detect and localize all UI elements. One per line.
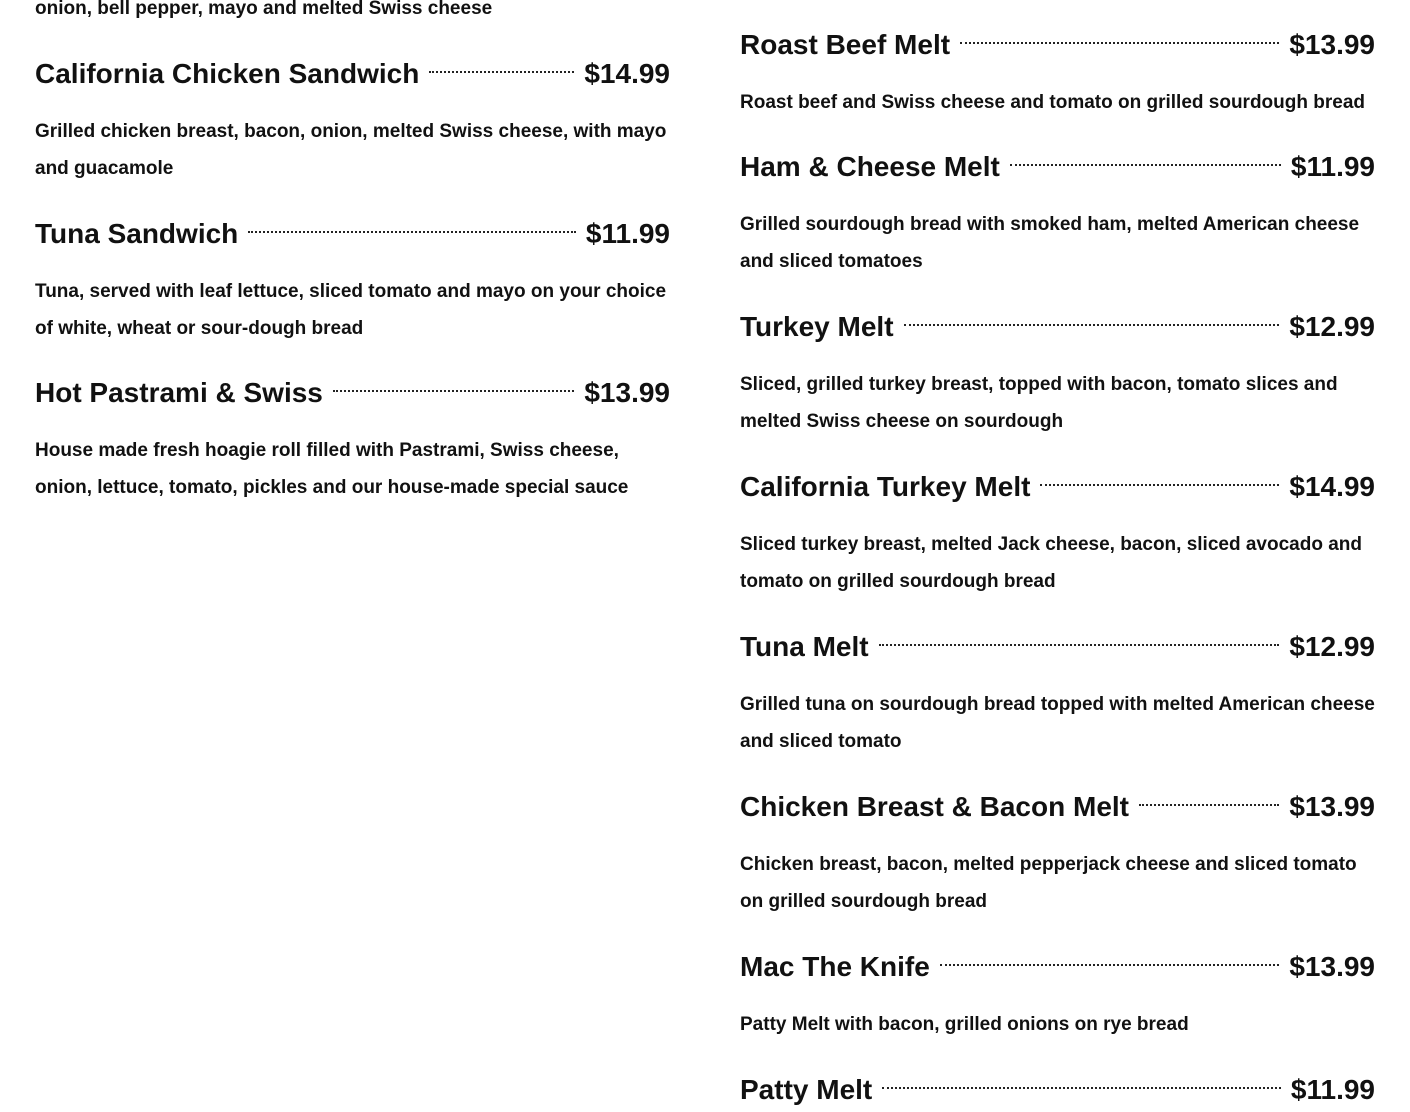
dotted-leader <box>1040 484 1279 486</box>
dotted-leader <box>879 644 1280 646</box>
dotted-leader <box>882 1087 1281 1089</box>
item-price: $13.99 <box>1289 951 1375 982</box>
dotted-leader <box>248 231 576 233</box>
item-price: $14.99 <box>584 58 670 89</box>
item-name: Ham & Cheese Melt <box>740 151 1000 182</box>
menu-item-turkey-melt <box>740 307 1375 440</box>
item-description: Grilled chicken breast, bacon, onion, melted Swiss cheese, with mayo and guacamole <box>35 121 667 179</box>
item-name: Roast Beef Melt <box>740 29 951 60</box>
item-description: Grilled sourdough bread with smoked ham, melted American cheese and sliced tomatoes <box>740 214 1360 272</box>
dotted-leader <box>1139 804 1279 806</box>
menu-item-header <box>740 947 1375 987</box>
menu-item-hot-pastrami-swiss <box>35 373 670 506</box>
dotted-leader <box>904 324 1280 326</box>
item-description: Patty Melt with bacon, grilled onions on rye bread <box>740 1014 1189 1035</box>
menu-item-header <box>35 214 670 254</box>
item-price: $14.99 <box>1289 471 1375 502</box>
item-name: California Chicken Sandwich <box>35 58 420 89</box>
item-price: $11.99 <box>1290 1074 1375 1105</box>
item-name: Patty Melt <box>740 1074 873 1105</box>
item-name: Turkey Melt <box>740 311 894 342</box>
dotted-leader <box>960 42 1279 44</box>
menu-item-california-chicken-sandwich <box>35 54 670 187</box>
item-description: Chicken breast, bacon, melted pepperjack cheese and sliced tomato on grilled sourdough bread <box>740 854 1357 912</box>
dotted-leader <box>429 71 574 73</box>
item-name: Tuna Sandwich <box>35 218 239 249</box>
item-description: Roast beef and Swiss cheese and tomato on grilled sourdough bread <box>740 92 1365 113</box>
item-description: House made fresh hoagie roll filled with Pastrami, Swiss cheese, onion, lettuce, tomato, pickles and our house-made special sauce <box>35 440 629 498</box>
item-name: Chicken Breast & Bacon Melt <box>740 791 1129 822</box>
item-price: $13.99 <box>584 377 670 408</box>
item-price: $12.99 <box>1289 631 1375 662</box>
menu-item-header <box>35 373 670 413</box>
menu-item-header <box>740 787 1375 827</box>
menu-item-roast-beef-melt <box>740 25 1375 121</box>
item-price: $12.99 <box>1289 311 1375 342</box>
item-name: Tuna Melt <box>740 631 869 662</box>
menu-item-tuna-melt <box>740 627 1375 760</box>
dotted-leader <box>940 964 1280 966</box>
item-description: Grilled tuna on sourdough bread topped with melted American cheese and sliced tomato <box>740 694 1375 752</box>
menu-item-tuna-sandwich <box>35 214 670 347</box>
item-description: Sliced, grilled turkey breast, topped with bacon, tomato slices and melted Swiss cheese on sourdough <box>740 374 1338 432</box>
item-price: $11.99 <box>1290 151 1375 182</box>
item-price: $11.99 <box>585 218 670 249</box>
item-description: onion, bell pepper, mayo and melted Swiss cheese <box>35 0 493 19</box>
menu-item-header <box>740 467 1375 507</box>
menu-item-header <box>740 25 1375 65</box>
menu-item-california-turkey-melt <box>740 467 1375 600</box>
item-name: California Turkey Melt <box>740 471 1031 502</box>
menu-item-header <box>740 307 1375 347</box>
item-price: $13.99 <box>1289 791 1375 822</box>
menu-item-header <box>740 1070 1375 1110</box>
item-name: Hot Pastrami & Swiss <box>35 377 323 408</box>
item-description: Tuna, served with leaf lettuce, sliced tomato and mayo on your choice of white, wheat or sour-dough bread <box>35 281 667 339</box>
menu-item-chicken-breast-bacon-melt <box>740 787 1375 920</box>
menu-item-patty-melt <box>740 1070 1375 1110</box>
dotted-leader <box>1010 164 1281 166</box>
item-price: $13.99 <box>1289 29 1375 60</box>
menu-item-header <box>740 147 1375 187</box>
menu-item-header <box>35 54 670 94</box>
item-name: Mac The Knife <box>740 951 930 982</box>
item-description: Sliced turkey breast, melted Jack cheese, bacon, sliced avocado and tomato on grilled sourdough bread <box>740 534 1362 592</box>
dotted-leader <box>333 390 574 392</box>
menu-item-header <box>740 627 1375 667</box>
menu-item-mac-the-knife <box>740 947 1375 1043</box>
menu-item-ham-cheese-melt <box>740 147 1375 280</box>
